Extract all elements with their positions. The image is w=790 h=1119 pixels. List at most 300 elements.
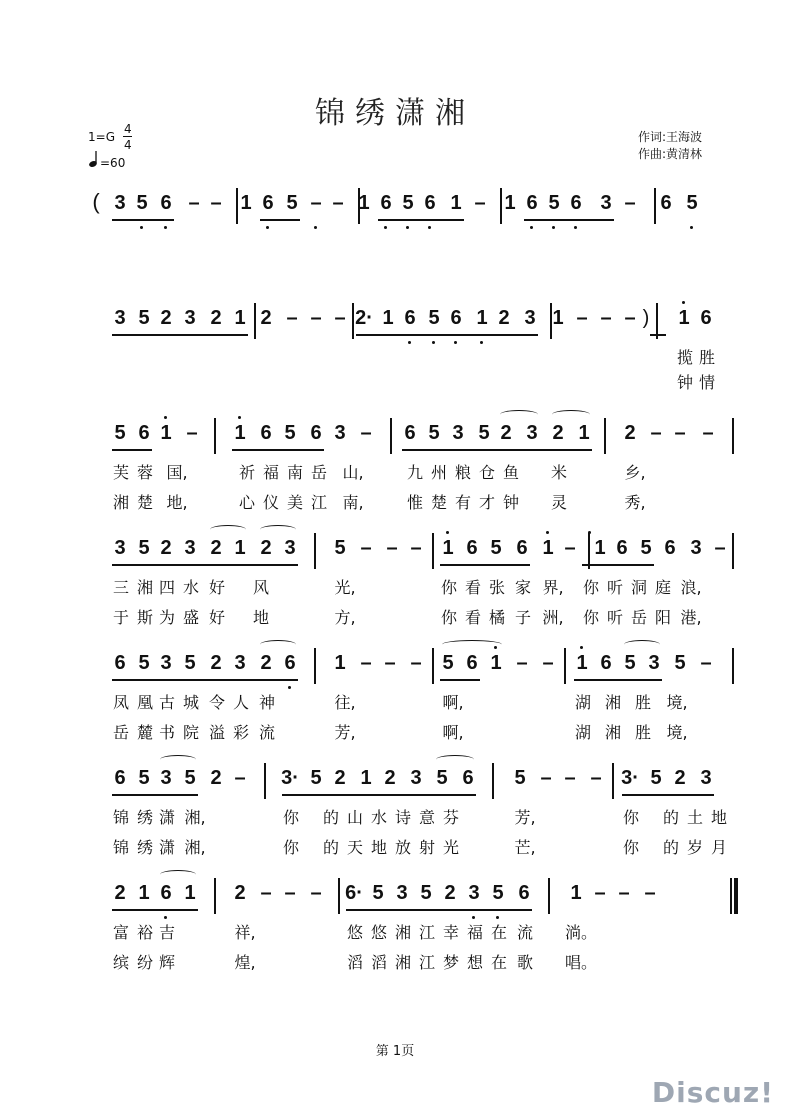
lyric-syllable: 土 [686, 808, 703, 827]
dash-note: – [516, 652, 528, 674]
slur-mark [436, 755, 474, 764]
lyric-syllable: 的 [662, 838, 679, 857]
bar-line [492, 763, 494, 799]
high-octave-dot [580, 646, 583, 649]
low-octave-dot [314, 226, 317, 229]
lyric-syllable: 光, [334, 578, 356, 597]
quarter-note-icon [88, 150, 100, 168]
lyric-syllable: 芒, [514, 838, 536, 857]
low-octave-dot [266, 226, 269, 229]
note: 5 [310, 767, 322, 789]
lyric-syllable: 江 [418, 923, 435, 942]
lyric-syllable: 绣 [136, 838, 153, 857]
note: 5 [650, 767, 662, 789]
lyric-syllable: 岳 [630, 608, 647, 627]
time-signature-divider [123, 136, 132, 137]
lyric-syllable: 令 [208, 693, 225, 712]
note: 6· [345, 882, 363, 904]
note: 2 [114, 882, 126, 904]
lyric-syllable: 你 [440, 608, 457, 627]
lyric-syllable: 钟 [502, 493, 519, 512]
beam-underline [440, 564, 530, 566]
high-octave-dot [238, 416, 241, 419]
note: 2 [444, 882, 456, 904]
lyric-syllable: 梦 [442, 953, 459, 972]
dash-note: – [334, 307, 346, 329]
note: 2 [260, 307, 272, 329]
lyric-syllable: 你 [582, 608, 599, 627]
lyric-syllable: 胜 [634, 723, 651, 742]
lyric-syllable: 蓉 [136, 463, 153, 482]
note: 2 [160, 307, 172, 329]
note: 1 [240, 192, 252, 214]
dash-note: – [674, 422, 686, 444]
note: 3 [648, 652, 660, 674]
notation-line-7 [0, 878, 790, 918]
lyric-syllable: 你 [582, 578, 599, 597]
note: 1 [184, 882, 196, 904]
high-octave-dot [164, 416, 167, 419]
lyric-syllable: 你 [622, 808, 639, 827]
note: 6 [526, 192, 538, 214]
lyric-syllable: 福 [466, 923, 483, 942]
bar-line [390, 418, 392, 454]
note: 3 [600, 192, 612, 214]
bar-line [612, 763, 614, 799]
note: 5 [436, 767, 448, 789]
note: 6 [450, 307, 462, 329]
lyric-syllable: 流 [258, 723, 275, 742]
low-octave-dot [574, 226, 577, 229]
dash-note: – [590, 767, 602, 789]
lyric-syllable: 好 [208, 608, 225, 627]
note: 2 [210, 652, 222, 674]
note: 5 [138, 652, 150, 674]
notation-line-5 [0, 648, 790, 688]
dash-note: – [360, 537, 372, 559]
note: 3 [452, 422, 464, 444]
dash-note: – [564, 537, 576, 559]
beam-underline [622, 794, 714, 796]
low-octave-dot [690, 226, 693, 229]
lyric-syllable: 溢 [208, 723, 225, 742]
beam-underline [402, 449, 592, 451]
lyric-syllable: 江 [310, 493, 327, 512]
note: 6 [516, 537, 528, 559]
slur-mark [552, 410, 590, 419]
low-octave-dot [406, 226, 409, 229]
lyric-syllable: 湖 [574, 693, 591, 712]
low-octave-dot [288, 686, 291, 689]
note: 2 [260, 652, 272, 674]
lyric-syllable: 光 [442, 838, 459, 857]
lyric-syllable: 潇 [158, 838, 175, 857]
note: 1 [570, 882, 582, 904]
dash-note: – [410, 652, 422, 674]
lyric-syllable: 岁 [686, 838, 703, 857]
high-octave-dot [682, 301, 685, 304]
note: 3 [468, 882, 480, 904]
bar-line [564, 648, 566, 684]
lyric-syllable: 胜 [634, 693, 651, 712]
beam-underline [440, 679, 480, 681]
dash-note: – [332, 192, 344, 214]
note: 1 [578, 422, 590, 444]
lyric-syllable: 庭 [654, 578, 671, 597]
dash-note: – [410, 537, 422, 559]
note: 2 [384, 767, 396, 789]
dash-note: – [474, 192, 486, 214]
note: 3· [281, 767, 299, 789]
lyric-syllable: 富 [112, 923, 129, 942]
note: 6 [616, 537, 628, 559]
bar-line [732, 418, 734, 454]
low-octave-dot [140, 226, 143, 229]
beam-underline [356, 334, 538, 336]
lyric-syllable: 听 [606, 608, 623, 627]
note: 5 [548, 192, 560, 214]
lyric-syllable: 在 [490, 953, 507, 972]
dash-note: – [600, 307, 612, 329]
note: 3 [160, 652, 172, 674]
note: 2 [234, 882, 246, 904]
lyric-syllable: 人 [232, 693, 249, 712]
lyric-syllable: 湘, [184, 808, 206, 827]
lyric-syllable: 想 [466, 953, 483, 972]
note: 5 [674, 652, 686, 674]
lyric-syllable: 湘 [112, 493, 129, 512]
lyric-syllable: 古 [158, 693, 175, 712]
beam-underline [282, 794, 476, 796]
note: 6 [404, 422, 416, 444]
slur-mark [624, 640, 660, 649]
lyric-syllable: 楚 [430, 493, 447, 512]
bar-line [264, 763, 266, 799]
note: 3 [284, 537, 296, 559]
lyric-syllable: 在 [490, 923, 507, 942]
note: 2 [334, 767, 346, 789]
lyric-syllable: 福 [262, 463, 279, 482]
high-octave-dot [588, 531, 591, 534]
dash-note: – [576, 307, 588, 329]
lyric-syllable: 悠 [346, 923, 363, 942]
lyric-syllable: 锦 [112, 808, 129, 827]
note: 1 [382, 307, 394, 329]
bar-line [732, 648, 734, 684]
time-signature-top: 4 [124, 122, 132, 136]
lyric-syllable: 张 [488, 578, 505, 597]
low-octave-dot [552, 226, 555, 229]
note: 3 [524, 307, 536, 329]
slur-mark [160, 870, 196, 879]
beam-underline [232, 449, 324, 451]
note: 3 [184, 537, 196, 559]
lyric-syllable: 你 [440, 578, 457, 597]
lyric-syllable: 国, [166, 463, 188, 482]
note: 1 [358, 192, 370, 214]
slur-mark [500, 410, 538, 419]
lyric-syllable: 湘 [604, 723, 621, 742]
note: 2 [210, 307, 222, 329]
note: 5 [114, 422, 126, 444]
dash-note: – [310, 307, 322, 329]
dash-note: – [310, 882, 322, 904]
note: 5 [138, 307, 150, 329]
note: 5 [492, 882, 504, 904]
note: 6 [424, 192, 436, 214]
lyric-syllable: 浪, [680, 578, 702, 597]
note: 6 [380, 192, 392, 214]
note: 3 [396, 882, 408, 904]
lyric-syllable: 界, [542, 578, 564, 597]
note: 1 [160, 422, 172, 444]
note: 6 [262, 192, 274, 214]
dash-note: – [234, 767, 246, 789]
note: 1 [234, 537, 246, 559]
note: 6 [466, 652, 478, 674]
dash-note: – [702, 422, 714, 444]
lyric-syllable: 钟 [676, 373, 693, 392]
lyric-syllable: 啊, [442, 723, 464, 742]
lyric-syllable: 诗 [394, 808, 411, 827]
lyric-syllable: 看 [464, 578, 481, 597]
lyric-syllable: 吉 [158, 923, 175, 942]
lyric-syllable: 州 [430, 463, 447, 482]
dash-note: – [644, 882, 656, 904]
lyric-syllable: 斯 [136, 608, 153, 627]
lyric-syllable: 岳 [310, 463, 327, 482]
lyric-syllable: 三 [112, 578, 129, 597]
bar-line [432, 648, 434, 684]
high-octave-dot [446, 531, 449, 534]
note: 2 [624, 422, 636, 444]
note: 1 [476, 307, 488, 329]
lyric-syllable: 湘 [394, 923, 411, 942]
note: 3 [410, 767, 422, 789]
dash-note: – [384, 652, 396, 674]
note: 2 [552, 422, 564, 444]
lyric-syllable: 湘, [184, 838, 206, 857]
lyric-syllable: 悠 [370, 923, 387, 942]
lyric-syllable: 意 [418, 808, 435, 827]
dash-note: – [188, 192, 200, 214]
note: 6 [466, 537, 478, 559]
note: 3 [690, 537, 702, 559]
notation-line-3 [0, 418, 790, 458]
note: 5 [442, 652, 454, 674]
note: 5 [138, 537, 150, 559]
note: 5 [286, 192, 298, 214]
note: 1 [138, 882, 150, 904]
note: 5 [686, 192, 698, 214]
lyric-syllable: 于 [112, 608, 129, 627]
note: 5 [372, 882, 384, 904]
beam-underline [112, 449, 152, 451]
open-parenthesis: ( [92, 189, 100, 214]
lyric-syllable: 你 [282, 808, 299, 827]
final-bar-thick [734, 878, 738, 914]
lyric-syllable: 地 [252, 608, 269, 627]
note: 5 [420, 882, 432, 904]
note: 3 [184, 307, 196, 329]
lyric-syllable: 胜 [698, 348, 715, 367]
lyric-syllable: 神 [258, 693, 275, 712]
slur-mark [260, 640, 296, 649]
lyric-syllable: 月 [710, 838, 727, 857]
note: 2 [674, 767, 686, 789]
lyric-syllable: 米 [550, 463, 567, 482]
dash-note: – [540, 767, 552, 789]
lyric-syllable: 地, [166, 493, 188, 512]
note: 3 [700, 767, 712, 789]
lyric-syllable: 锦 [112, 838, 129, 857]
lyric-syllable: 水 [182, 578, 199, 597]
lyric-syllable: 家 [514, 578, 531, 597]
bar-line [548, 878, 550, 914]
beam-underline [112, 564, 298, 566]
note: 2 [210, 767, 222, 789]
lyric-syllable: 书 [158, 723, 175, 742]
low-octave-dot [428, 226, 431, 229]
low-octave-dot [480, 341, 483, 344]
lyric-syllable: 情 [698, 373, 715, 392]
lyric-syllable: 橘 [488, 608, 505, 627]
beam-underline [112, 219, 174, 221]
note: 5 [428, 422, 440, 444]
lyric-syllable: 麓 [136, 723, 153, 742]
lyric-syllable: 美 [286, 493, 303, 512]
lyric-syllable: 湘 [394, 953, 411, 972]
lyric-syllable: 盛 [182, 608, 199, 627]
low-octave-dot [496, 916, 499, 919]
lyric-syllable: 山, [342, 463, 364, 482]
lyric-syllable: 湘 [136, 578, 153, 597]
note: 6 [114, 652, 126, 674]
lyric-syllable: 凤 [112, 693, 129, 712]
lyric-syllable: 你 [282, 838, 299, 857]
note: 6 [518, 882, 530, 904]
note: 5 [284, 422, 296, 444]
lyric-syllable: 风 [252, 578, 269, 597]
lyric-syllable: 楚 [136, 493, 153, 512]
dash-note: – [210, 192, 222, 214]
note: 1 [334, 652, 346, 674]
lyric-syllable: 地 [710, 808, 727, 827]
lyric-syllable: 揽 [676, 348, 693, 367]
note: 1 [234, 422, 246, 444]
dash-note: – [594, 882, 606, 904]
lyric-syllable: 煌, [234, 953, 256, 972]
lyric-syllable: 潇 [158, 808, 175, 827]
note: 5 [136, 192, 148, 214]
beam-underline [112, 334, 248, 336]
final-bar-thin [730, 878, 732, 914]
beam-underline [112, 794, 198, 796]
slur-mark [260, 525, 296, 534]
notation-line-4 [0, 533, 790, 573]
note: 3 [114, 192, 126, 214]
lyric-syllable: 岳 [112, 723, 129, 742]
lyric-syllable: 滔 [370, 953, 387, 972]
note: 3 [234, 652, 246, 674]
note: 1 [552, 307, 564, 329]
watermark-logo: Discuz! [651, 1076, 774, 1109]
notation-line-1 [0, 188, 790, 228]
note: 5 [402, 192, 414, 214]
lyric-syllable: 缤 [112, 953, 129, 972]
lyric-syllable: 才 [478, 493, 495, 512]
beam-underline [582, 564, 654, 566]
lyric-syllable: 裕 [136, 923, 153, 942]
high-octave-dot [546, 531, 549, 534]
note: 6 [260, 422, 272, 444]
note: 5 [490, 537, 502, 559]
lyric-syllable: 纷 [136, 953, 153, 972]
low-octave-dot [432, 341, 435, 344]
song-title: 锦绣潇湘 [315, 96, 475, 131]
lyric-syllable: 仓 [478, 463, 495, 482]
note: 3 [160, 767, 172, 789]
dash-note: – [360, 422, 372, 444]
beam-underline [346, 909, 532, 911]
dash-note: – [284, 882, 296, 904]
low-octave-dot [454, 341, 457, 344]
lyric-syllable: 港, [680, 608, 702, 627]
lyric-syllable: 湘 [604, 693, 621, 712]
dash-note: – [624, 192, 636, 214]
lyric-syllable: 你 [622, 838, 639, 857]
lyric-syllable: 歌 [516, 953, 533, 972]
note: 1 [360, 767, 372, 789]
lyric-syllable: 祥, [234, 923, 256, 942]
low-octave-dot [164, 916, 167, 919]
lyric-syllable: 芳, [334, 723, 356, 742]
note: 6 [600, 652, 612, 674]
key-signature: 1=G [88, 130, 115, 144]
lyric-syllable: 洞 [630, 578, 647, 597]
dash-note: – [286, 307, 298, 329]
note: 5 [624, 652, 636, 674]
lyric-syllable: 乡, [624, 463, 646, 482]
slur-mark [210, 525, 246, 534]
low-octave-dot [408, 341, 411, 344]
note: 6 [664, 537, 676, 559]
close-parenthesis: ) [642, 307, 650, 329]
lyric-syllable: 四 [158, 578, 175, 597]
lyric-syllable: 流 [516, 923, 533, 942]
lyric-syllable: 地 [370, 838, 387, 857]
note: 1 [504, 192, 516, 214]
beam-underline [650, 334, 666, 336]
lyric-syllable: 芳, [514, 808, 536, 827]
note: 2 [260, 537, 272, 559]
lyric-syllable: 淌。 [564, 923, 597, 942]
note: 5 [478, 422, 490, 444]
note: 6 [570, 192, 582, 214]
note: 2 [500, 422, 512, 444]
tempo-marking: =60 [100, 156, 126, 170]
lyric-syllable: 阳 [654, 608, 671, 627]
lyric-syllable: 天 [346, 838, 363, 857]
lyric-syllable: 芬 [442, 808, 459, 827]
lyric-syllable: 绣 [136, 808, 153, 827]
low-octave-dot [384, 226, 387, 229]
composer-credit: 作曲:黄清林 [638, 147, 703, 161]
note: 2· [355, 307, 373, 329]
note: 5 [514, 767, 526, 789]
lyric-syllable: 灵 [550, 493, 567, 512]
lyric-syllable: 山 [346, 808, 363, 827]
